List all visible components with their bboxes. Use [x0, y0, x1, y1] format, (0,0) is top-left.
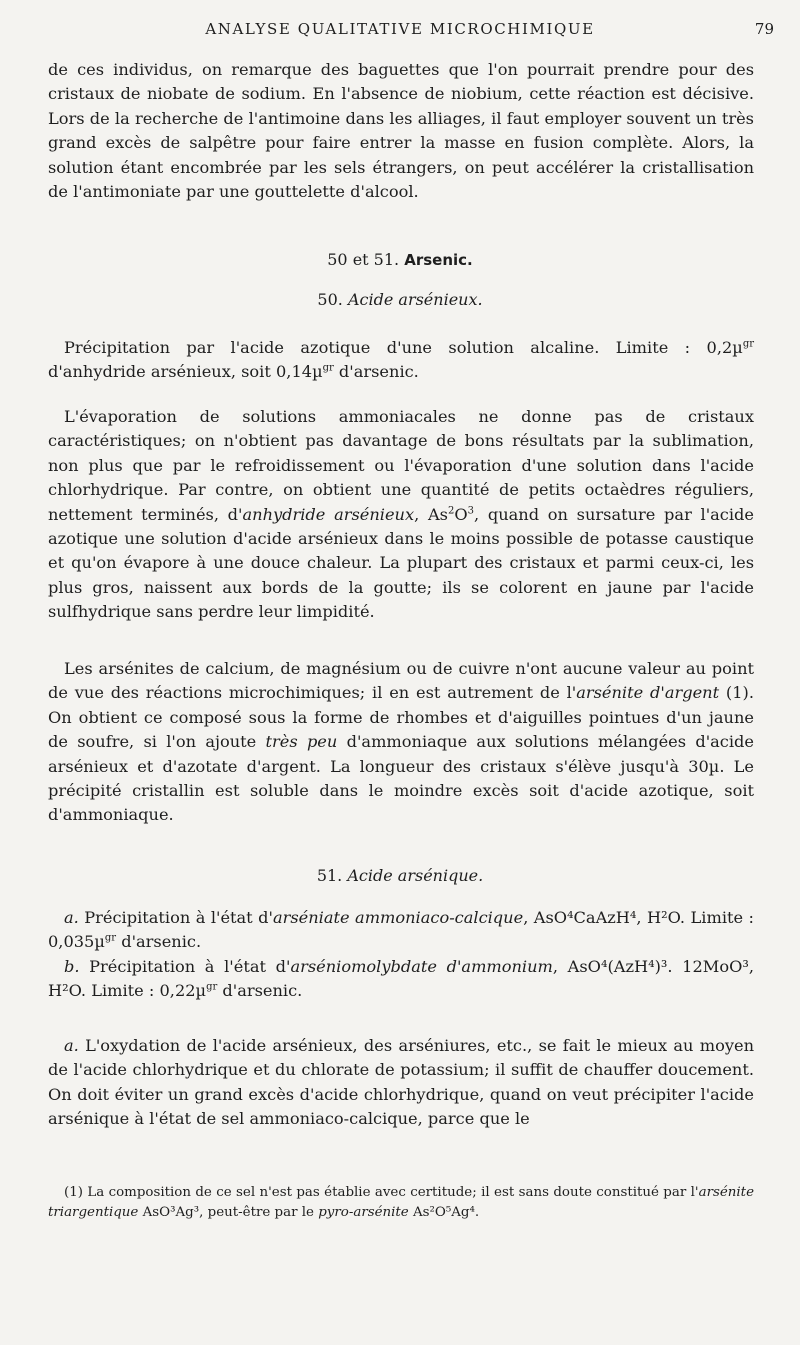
section-number: 50 et 51.	[327, 250, 400, 269]
subsection-heading-50	[0, 290, 800, 309]
reaction-list	[48, 906, 754, 1004]
subsection-title: Acide arsénieux.	[347, 290, 483, 309]
list-item: b. Précipitation à l'état d'arséniomolybdate d'ammonium, AsO⁴(AzH⁴)³. 12MoO³, H²O. Limite : 0,22µ$^{gr}$ d'arsenic.	[48, 956, 755, 1001]
subsection-number: 51.	[316, 866, 343, 885]
page-number: 79	[754, 20, 774, 38]
subsection-title: Acide arsénique.	[347, 866, 484, 885]
paragraph-oxidation	[48, 1034, 754, 1132]
section-title: Arsenic.	[404, 251, 473, 269]
paragraph-precipitation	[48, 336, 754, 385]
subsection-number: 50.	[317, 290, 343, 309]
list-item: a. Précipitation à l'état d'arséniate ammoniaco-calcique, AsO⁴CaAzH⁴, H²O. Limite : 0,035µ$^{gr}$ d'arsenic.	[48, 908, 754, 952]
paragraph-text: Les arsénites de calcium, de magnésium ou de cuivre n'ont aucune valeur au point de vue des réactions microchimiques; il en est autrement de l'arsénite d'argent (1). On obtient ce composé sous la forme de rhombes et d'aiguilles pointues d'un jaune de soufre, si l'on ajoute très peu d'ammoniaque aux solutions mélangées d'acide arsénieux et d'azotate d'argent. La longueur des cristaux s'élève jusqu'à 30µ. Le précipité cristallin est soluble dans le moindre excès soit d'acide azotique, soit d'ammoniaque.	[48, 659, 754, 825]
paragraph-continuation	[48, 58, 754, 204]
paragraph-arsenites	[48, 657, 754, 828]
paragraph-evaporation	[48, 405, 754, 625]
paragraph-text: a. L'oxydation de l'acide arsénieux, des arséniures, etc., se fait le mieux au moyen de l'acide chlorhydrique et du chlorate de potassium; il suffit de chauffer doucement. On doit éviter un grand excès d'acide chlorhydrique, quand on veut précipiter l'acide arsénique à l'état de sel ammoniaco-calcique, parce que le	[48, 1036, 754, 1129]
paragraph-text: Précipitation par l'acide azotique d'une solution alcaline. Limite : 0,2µ$^{gr}$ d'anhydride arsénieux, soit 0,14µ$^{gr}$ d'arsenic.	[48, 338, 754, 382]
subsection-heading-51	[0, 866, 800, 885]
section-heading	[0, 250, 800, 269]
footnote-text: (1) La composition de ce sel n'est pas établie avec certitude; il est sans doute constitué par l'arsénite triargentique AsO³Ag³, peut-être par le pyro-arsénite As²O⁵Ag⁴.	[48, 1185, 754, 1220]
footnote	[48, 1183, 754, 1223]
paragraph-text: de ces individus, on remarque des baguettes que l'on pourrait prendre pour des cristaux de niobate de sodium. En l'absence de niobium, cette réaction est décisive. Lors de la recherche de l'antimoine dans les alliages, il faut employer souvent un très grand excès de salpêtre pour faire entrer la masse en fusion complète. Alors, la solution étant encombrée par les sels étrangers, on peut accélérer la cristallisation de l'antimoniate par une gouttelette d'alcool.	[48, 60, 754, 202]
paragraph-text: L'évaporation de solutions ammoniacales ne donne pas de cristaux caractéristiques; on n'obtient pas davantage de bons résultats par la sublimation, non plus que par le refroidissement ou l'évaporation d'une solution dans l'acide chlorhydrique. Par contre, on obtient une quantité de petits octaèdres réguliers, nettement terminés, d'anhydride arsénieux, $As^2O^3$, quand on sursature par l'acide azotique une solution d'acide arsénieux dans le moins possible de potasse caustique et qu'on évapore à une douce chaleur. La plupart des cristaux et parmi ceux-ci, les plus gros, naissent aux bords de la goutte; ils se colorent en jaune par l'acide sulfhydrique sans perdre leur limpidité.	[48, 407, 754, 622]
running-header	[0, 20, 800, 42]
running-title: ANALYSE QUALITATIVE MICROCHIMIQUE	[205, 20, 595, 38]
